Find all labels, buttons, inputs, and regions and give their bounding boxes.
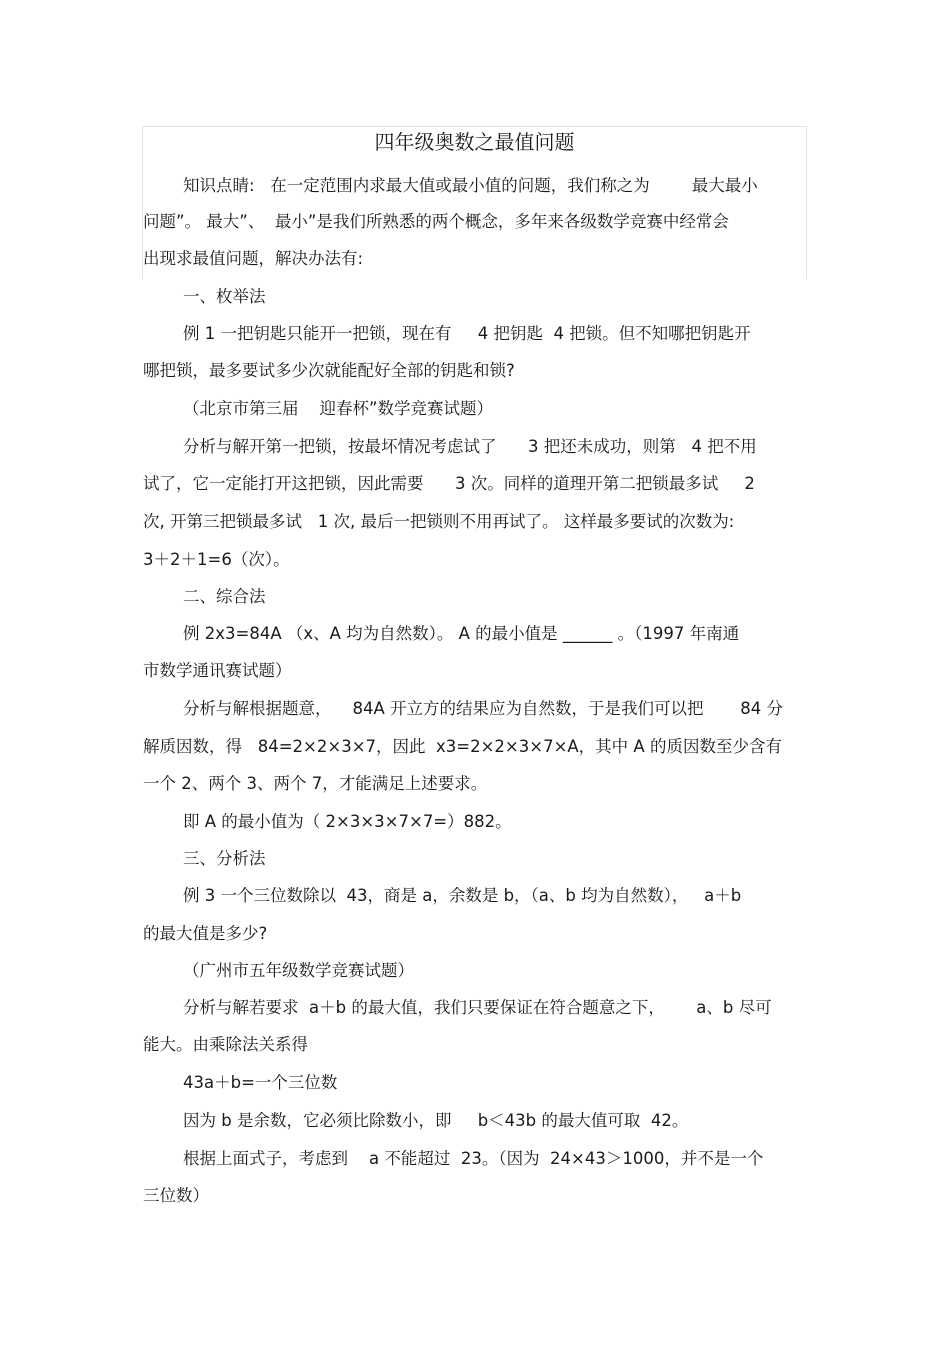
analysis-line: 分析与解根据题意， 84A 开立方的结果应为自然数，于是我们可以把 84 分: [183, 699, 783, 718]
document-title: 四年级奥数之最值问题: [374, 130, 575, 154]
source-note: （北京市第三届 迎春杯”数学竞赛试题）: [183, 399, 494, 418]
example-line: 例 2x3=84A （x、A 均为自然数）。 A 的最小值是 ______ 。（1997 年南通: [183, 624, 740, 643]
analysis-line: 一个 2、两个 3、两个 7，才能满足上述要求。: [143, 774, 488, 793]
analysis-line: 分析与解若要求 a＋b 的最大值，我们只要保证在符合题意之下， a、b 尽可: [183, 998, 772, 1017]
equation-line: 43a＋b=一个三位数: [183, 1073, 338, 1092]
intro-line: 知识点睛: 在一定范围内求最大值或最小值的问题，我们称之为 最大最小: [183, 176, 758, 195]
example-line: 例 3 一个三位数除以 43，商是 a，余数是 b，（a、b 均为自然数）， a＋b: [183, 886, 742, 905]
intro-line: 问题”。 最大”、 最小”是我们所熟悉的两个概念，多年来各级数学竞赛中经常会: [143, 212, 729, 231]
source-note: （广州市五年级数学竞赛试题）: [183, 961, 414, 980]
example-line: 的最大值是多少?: [143, 924, 268, 943]
analysis-line: 试了，它一定能打开这把锁，因此需要 3 次。同样的道理开第二把锁最多试 2: [143, 474, 755, 493]
section-heading: 二、综合法: [183, 587, 266, 606]
analysis-line: 三位数）: [143, 1186, 209, 1205]
example-line: 市数学通讯赛试题）: [143, 661, 292, 680]
analysis-line: 解质因数，得 84=2×2×3×7，因此 x3=2×2×3×7×A，其中 A 的质因数至少含有: [143, 737, 782, 756]
analysis-line: 能大。由乘除法关系得: [143, 1035, 308, 1054]
section-heading: 三、分析法: [183, 849, 266, 868]
example-line: 例 1 一把钥匙只能开一把锁，现在有 4 把钥匙 4 把锁。但不知哪把钥匙开: [183, 324, 751, 343]
frame-border-top: [142, 126, 807, 127]
analysis-line: 因为 b 是余数，它必须比除数小，即 b＜43b 的最大值可取 42。: [183, 1111, 689, 1130]
analysis-line: 即 A 的最小值为（ 2×3×3×7×7=）882。: [183, 812, 512, 831]
analysis-line: 根据上面式子，考虑到 a 不能超过 23。（因为 24×43＞1000，并不是一个: [183, 1149, 764, 1168]
analysis-line: 次, 开第三把锁最多试 1 次, 最后一把锁则不用再试了。 这样最多要试的次数为:: [143, 512, 735, 531]
section-heading: 一、枚举法: [183, 287, 266, 306]
example-line: 哪把锁，最多要试多少次就能配好全部的钥匙和锁?: [143, 361, 515, 380]
analysis-line: 分析与解开第一把锁，按最坏情况考虑试了 3 把还未成功，则第 4 把不用: [183, 437, 757, 456]
intro-line: 出现求最值问题，解决办法有:: [143, 249, 364, 268]
analysis-line: 3＋2＋1=6（次）。: [143, 550, 290, 569]
